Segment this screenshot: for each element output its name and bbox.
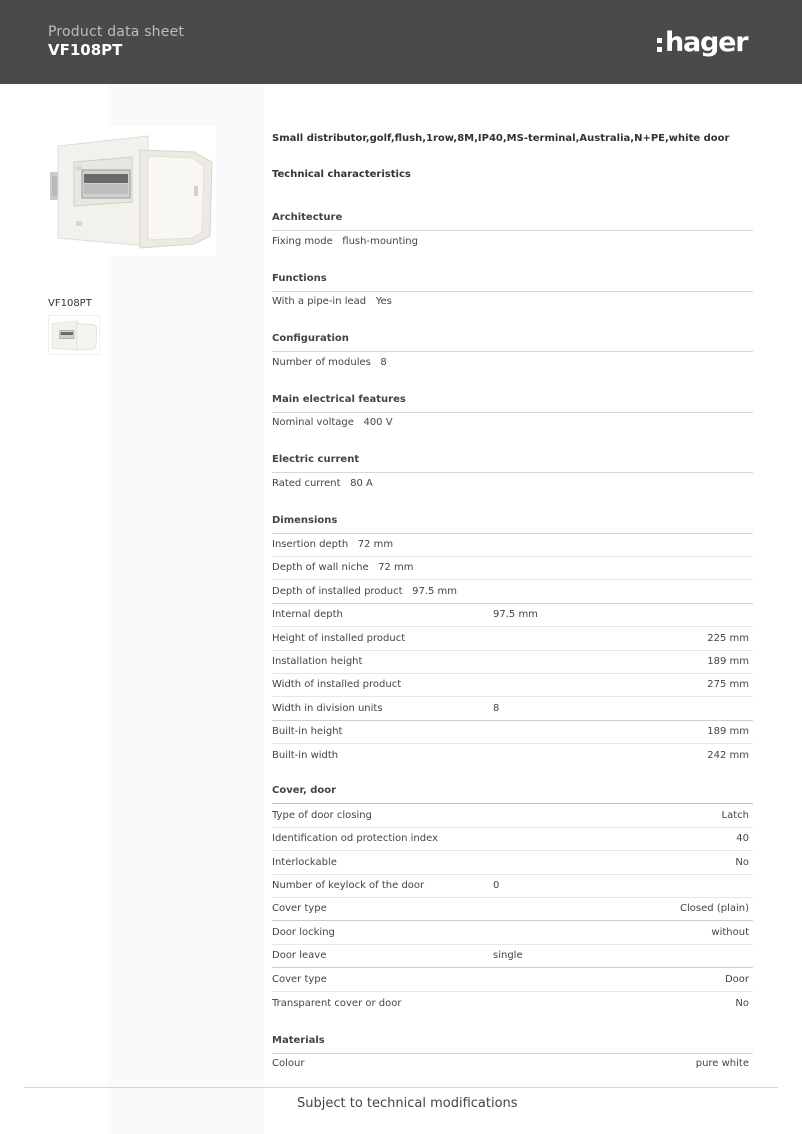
brand-name: hager [665, 26, 748, 58]
spec-row [272, 898, 753, 921]
spec-row [272, 534, 753, 557]
thumbnail-label: VF108PT [48, 298, 92, 309]
section-architecture-heading [272, 212, 753, 231]
section-title: Cover, door [272, 785, 337, 796]
spec-label: Transparent cover or door [272, 998, 402, 1009]
spec-value: 72 mm [357, 539, 394, 550]
spec-label: Nominal voltage 400 V [272, 417, 393, 428]
section-functions-heading [272, 273, 753, 292]
page-header [0, 0, 802, 84]
section-title: Architecture [272, 212, 343, 223]
spec-value: 72 mm [378, 562, 414, 573]
spec-row [272, 745, 753, 768]
spec-row [272, 412, 753, 435]
spec-value: 242 mm [707, 750, 749, 761]
spec-row [272, 651, 753, 674]
spec-value: 97.5 mm [412, 586, 458, 597]
spec-row [272, 969, 753, 992]
spec-label: Width of installed product [272, 679, 402, 690]
spec-row [272, 805, 753, 828]
section-electric-current-heading [272, 454, 753, 473]
spec-row [272, 945, 753, 968]
spec-row [272, 581, 753, 604]
spec-label: Installation height [272, 656, 363, 667]
spec-value: 97.5 mm [493, 609, 538, 620]
spec-row [272, 473, 753, 496]
spec-row [272, 604, 753, 627]
spec-label: Internal depth [272, 609, 343, 620]
spec-value: 40 [736, 833, 749, 844]
spec-row [272, 922, 753, 945]
spec-row [272, 721, 753, 744]
spec-value: Yes [375, 296, 392, 307]
product-title: Small distributor,golf,flush,1row,8M,IP40,MS-terminal,Australia,N+PE,white door [272, 133, 730, 144]
product-thumbnail[interactable] [48, 315, 100, 355]
spec-label: Number of modules 8 [272, 357, 387, 368]
footer-note: Subject to technical modifications [297, 1096, 518, 1111]
spec-label: With a pipe-in lead Yes [272, 296, 392, 307]
spec-label: Cover type [272, 903, 327, 914]
section-materials-heading [272, 1035, 753, 1054]
spec-label: Width in division units [272, 703, 383, 714]
spec-value: 189 mm [707, 656, 749, 667]
spec-value: 8 [380, 357, 387, 368]
spec-value: single [493, 950, 523, 961]
spec-value: Latch [721, 810, 749, 821]
spec-row [272, 875, 753, 898]
spec-label: Type of door closing [272, 810, 372, 821]
spec-value: 400 V [363, 417, 393, 428]
spec-label: Door locking [272, 927, 335, 938]
spec-value: 189 mm [707, 726, 749, 737]
section-dimensions-heading [272, 515, 753, 534]
spec-row [272, 1053, 753, 1076]
footer-divider [24, 1087, 778, 1088]
spec-value: 80 A [350, 478, 373, 489]
brand-logo [657, 22, 747, 62]
spec-label: Height of installed product [272, 633, 406, 644]
section-title: Dimensions [272, 515, 338, 526]
spec-value: No [735, 857, 749, 868]
spec-value: 275 mm [707, 679, 749, 690]
product-reference: VF108PT [48, 41, 123, 59]
spec-row [272, 852, 753, 875]
spec-row [272, 628, 753, 651]
spec-value: Door [724, 974, 749, 985]
document-type: Product data sheet [48, 24, 185, 40]
spec-value: flush-mounting [342, 236, 418, 247]
section-title: Materials [272, 1035, 325, 1046]
spec-label: Door leave [272, 950, 327, 961]
spec-row [272, 231, 753, 254]
spec-value: 8 [493, 703, 500, 714]
spec-row [272, 674, 753, 697]
spec-label: Rated current 80 A [272, 478, 373, 489]
logo-dots-icon [657, 38, 662, 52]
spec-label: Depth of wall niche 72 mm [272, 562, 414, 573]
spec-label: Colour [272, 1058, 305, 1069]
section-title: Main electrical features [272, 394, 406, 405]
section-title: Electric current [272, 454, 360, 465]
spec-label: Built-in height [272, 726, 343, 737]
spec-label: Insertion depth 72 mm [272, 539, 394, 550]
spec-label: Cover type [272, 974, 327, 985]
spec-label: Number of keylock of the door [272, 880, 425, 891]
spec-row [272, 352, 753, 375]
spec-label: Built-in width [272, 750, 339, 761]
spec-row [272, 698, 753, 721]
section-main-electrical-heading [272, 394, 753, 413]
spec-row [272, 828, 753, 851]
section-title: Configuration [272, 333, 349, 344]
spec-label: Interlockable [272, 857, 337, 868]
section-cover-door-heading [272, 785, 753, 804]
spec-value: without [711, 927, 749, 938]
section-configuration-heading [272, 333, 753, 352]
spec-row [272, 993, 753, 1016]
spec-value: No [735, 998, 749, 1009]
spec-row [272, 291, 753, 314]
technical-characteristics-heading: Technical characteristics [272, 169, 411, 180]
product-image [44, 126, 216, 256]
spec-label: Identification od protection index [272, 833, 439, 844]
spec-label: Fixing mode flush-mounting [272, 236, 418, 247]
spec-label: Depth of installed product 97.5 mm [272, 586, 458, 597]
spec-value: 225 mm [707, 633, 749, 644]
spec-row [272, 557, 753, 580]
section-title: Functions [272, 273, 327, 284]
spec-value: 0 [493, 880, 500, 891]
spec-value: pure white [695, 1058, 749, 1069]
spec-value: Closed (plain) [680, 903, 749, 914]
